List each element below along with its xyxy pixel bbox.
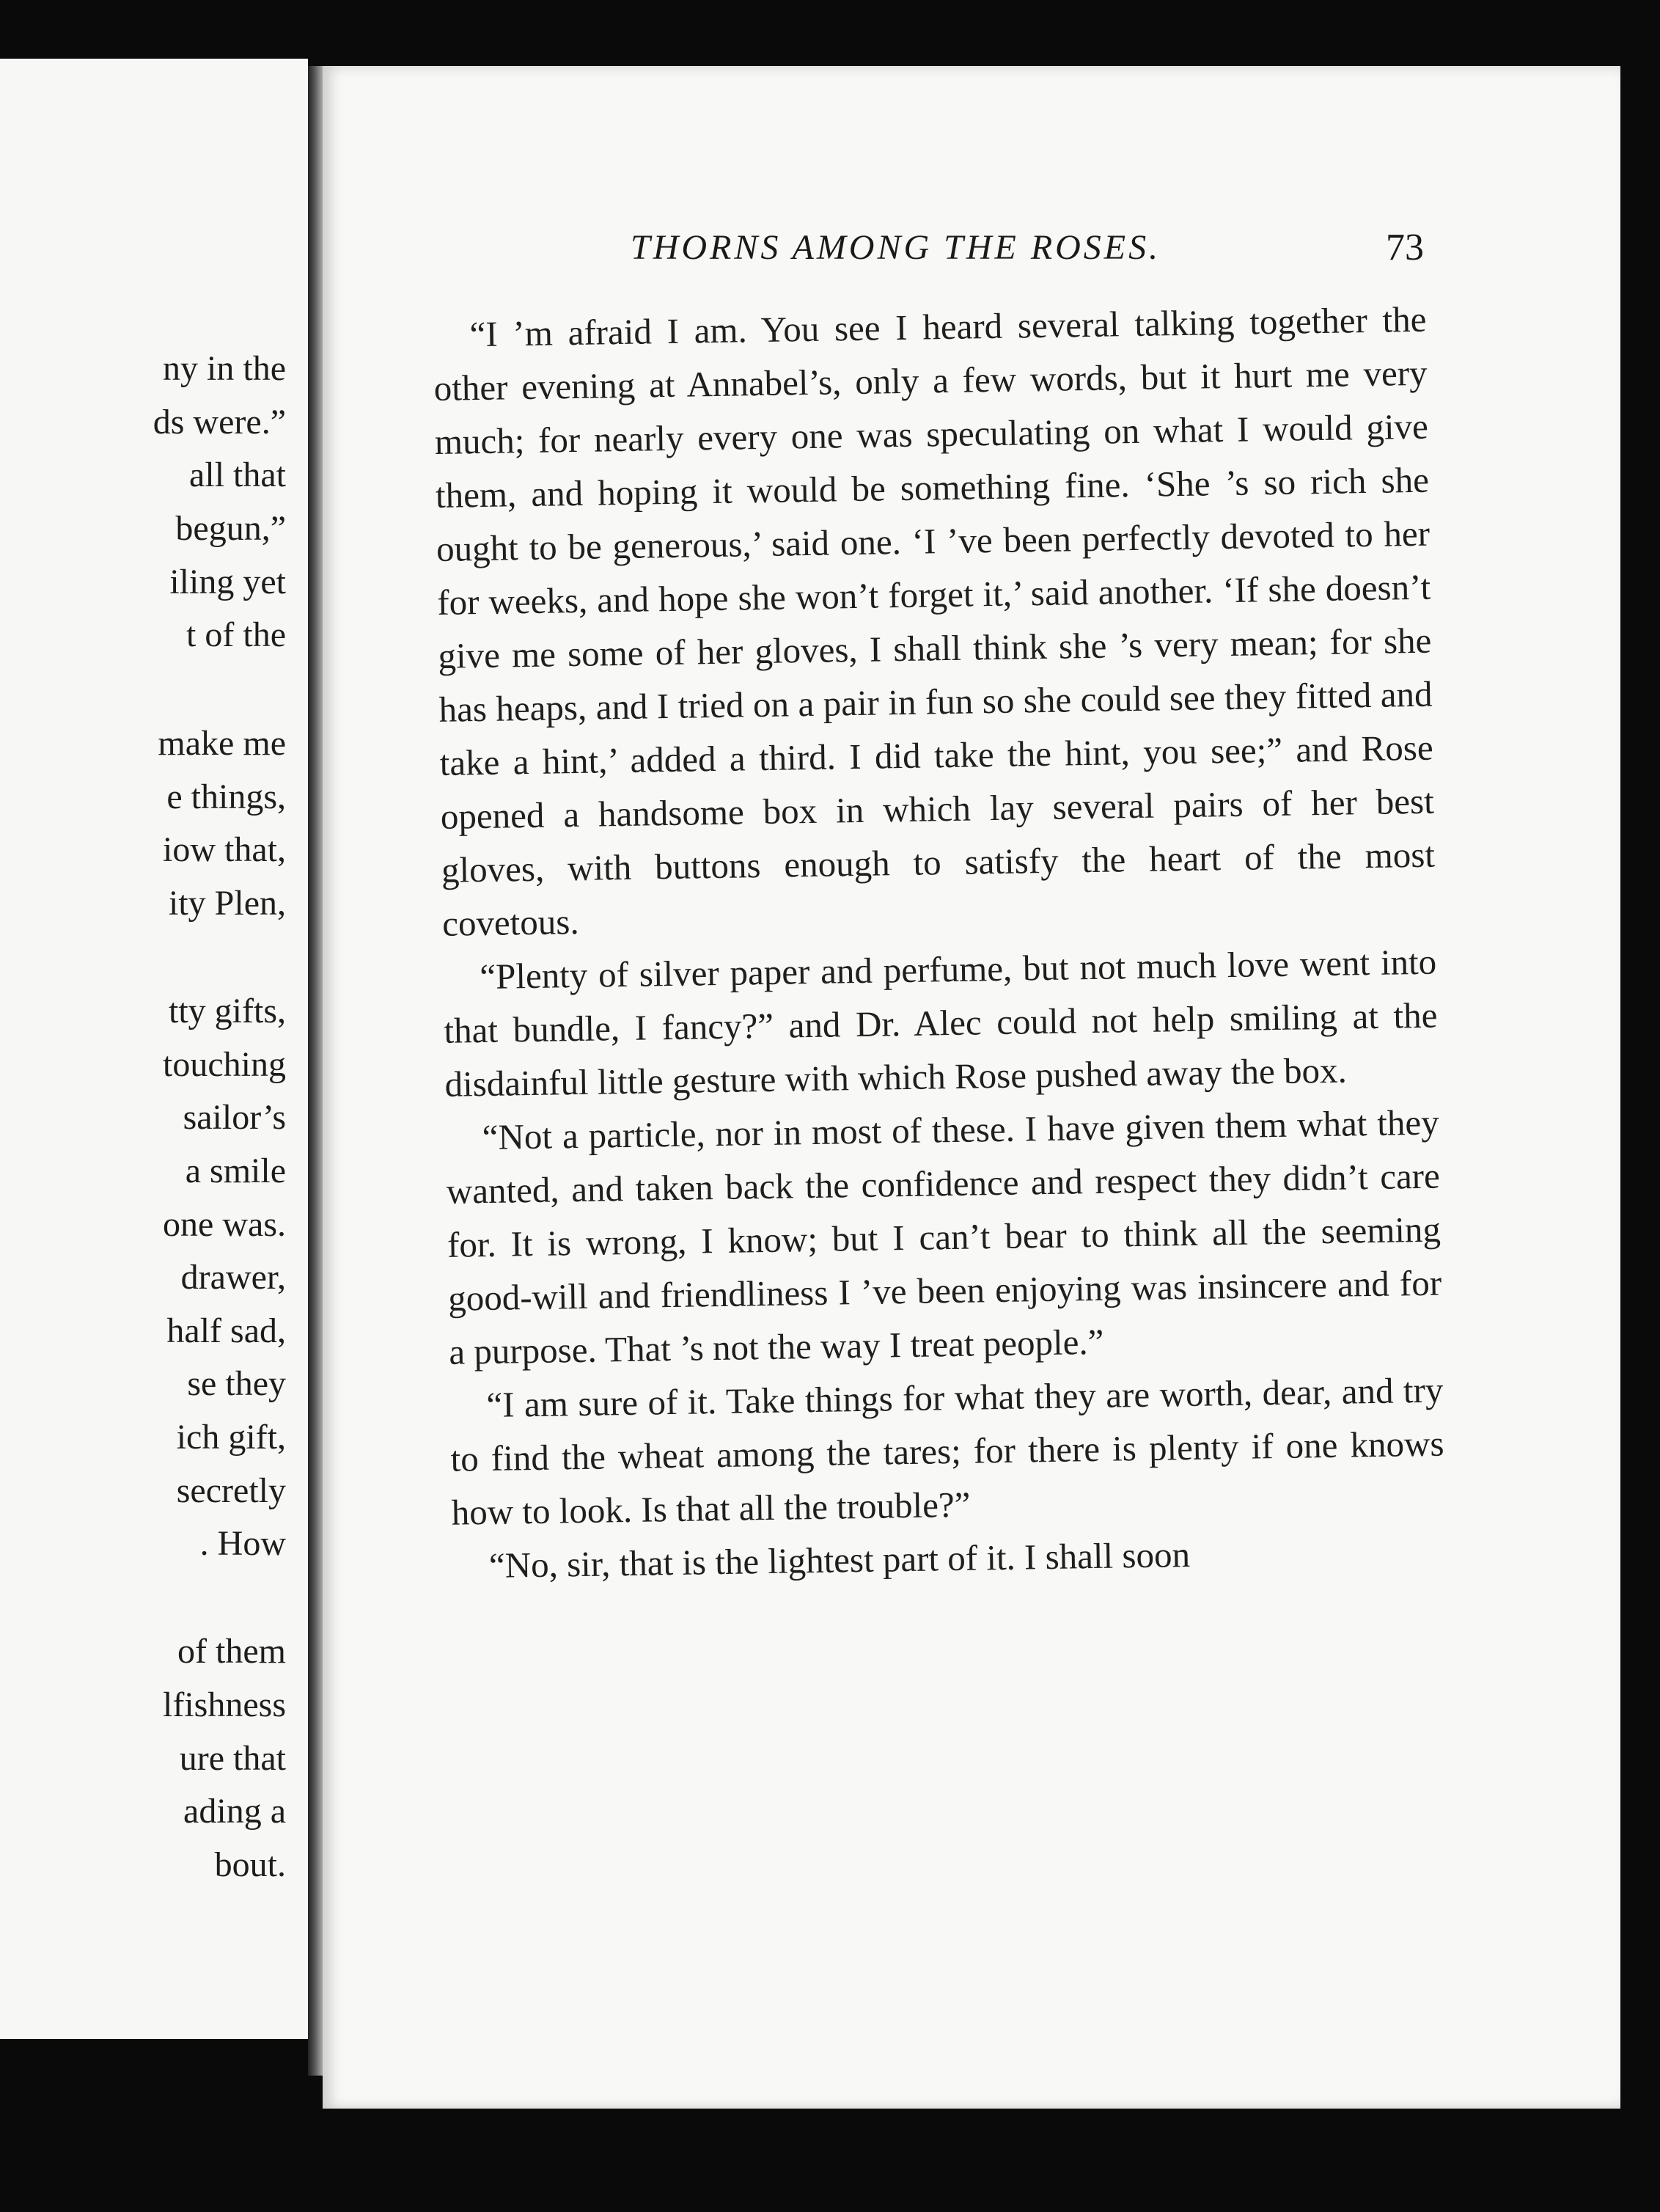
running-header: THORNS AMONG THE ROSES. — [631, 228, 1161, 267]
background-edge — [1620, 0, 1660, 2212]
left-line: begun,” — [175, 509, 286, 548]
left-line: ds were.” — [153, 403, 286, 442]
paragraph: “Not a particle, nor in most of these. I have given them what they wanted, and taken back the confidence and respect they didn’t care for. It is wrong, I know; but I can’t bear to think all the seeming good-will and friendliness I ’ve been enjoying was insincere and for a purpose. That ’s not the way I treat people.” — [446, 1102, 1442, 1372]
left-line: ading a — [183, 1792, 286, 1831]
left-line: a smile — [185, 1151, 286, 1190]
right-page — [323, 66, 1631, 2109]
left-line: ure that — [179, 1739, 286, 1778]
left-line: iling yet — [169, 563, 286, 601]
left-line: t of the — [186, 615, 286, 654]
paragraph: “No, sir, that is the lightest part of it. I shall soon — [488, 1534, 1191, 1586]
book-gutter — [308, 66, 324, 2076]
paragraph: “I am sure of it. Take things for what they are worth, dear, and try to find the wheat among the tares; for there is plenty if one knows how to look. Is that all the trouble?” — [450, 1369, 1444, 1533]
left-line: e things, — [166, 777, 286, 816]
left-line: all that — [189, 455, 286, 494]
left-line: one was. — [163, 1205, 286, 1244]
left-line: of them — [177, 1632, 286, 1671]
left-line: ich gift, — [176, 1418, 286, 1457]
left-line: bout. — [214, 1845, 286, 1884]
left-line: secretly — [176, 1471, 286, 1510]
left-line: iow that, — [163, 830, 286, 869]
page-number: 73 — [1386, 227, 1424, 268]
left-page — [0, 59, 308, 2039]
paragraph: “I ’m afraid I am. You see I heard several talking together the other evening at Annabel’s, only a few words, but it hurt me very much; for nearly every one was speculating on what I would give them, and hoping it would be something fine. ‘She ’s so rich she ought to be generous,’ said one. ‘I ’ve been perfectly devoted to her for weeks, and hope she won’t forget it,’ said another. ‘If she doesn’t give me some of her gloves, I shall think she ’s very mean; for she has heaps, and I tried on a pair in fun so she could see they fitted and take a hint,’ added a third. I did take the hint, you see;” and Rose opened a handsome box in which lay several pairs of her best gloves, with buttons enough to satisfy the heart of the most covetous. — [433, 299, 1436, 944]
left-line: half sad, — [166, 1311, 286, 1350]
left-line: tty gifts, — [168, 992, 286, 1030]
left-line: ity Plen, — [168, 884, 286, 923]
page-body — [433, 293, 1446, 1593]
left-line: se they — [187, 1364, 286, 1403]
left-line: lfishness — [163, 1685, 286, 1724]
left-line: . How — [199, 1524, 286, 1563]
paragraph: “Plenty of silver paper and perfume, but not much love went into that bundle, I fancy?” and Dr. Alec could not help smiling at the disdainful little gesture with which Rose pushed away the box. — [444, 941, 1438, 1105]
left-line: ny in the — [163, 349, 286, 388]
left-line: make me — [158, 724, 286, 763]
left-line: drawer, — [180, 1258, 286, 1297]
left-line: sailor’s — [183, 1098, 286, 1137]
left-line: touching — [163, 1045, 286, 1084]
